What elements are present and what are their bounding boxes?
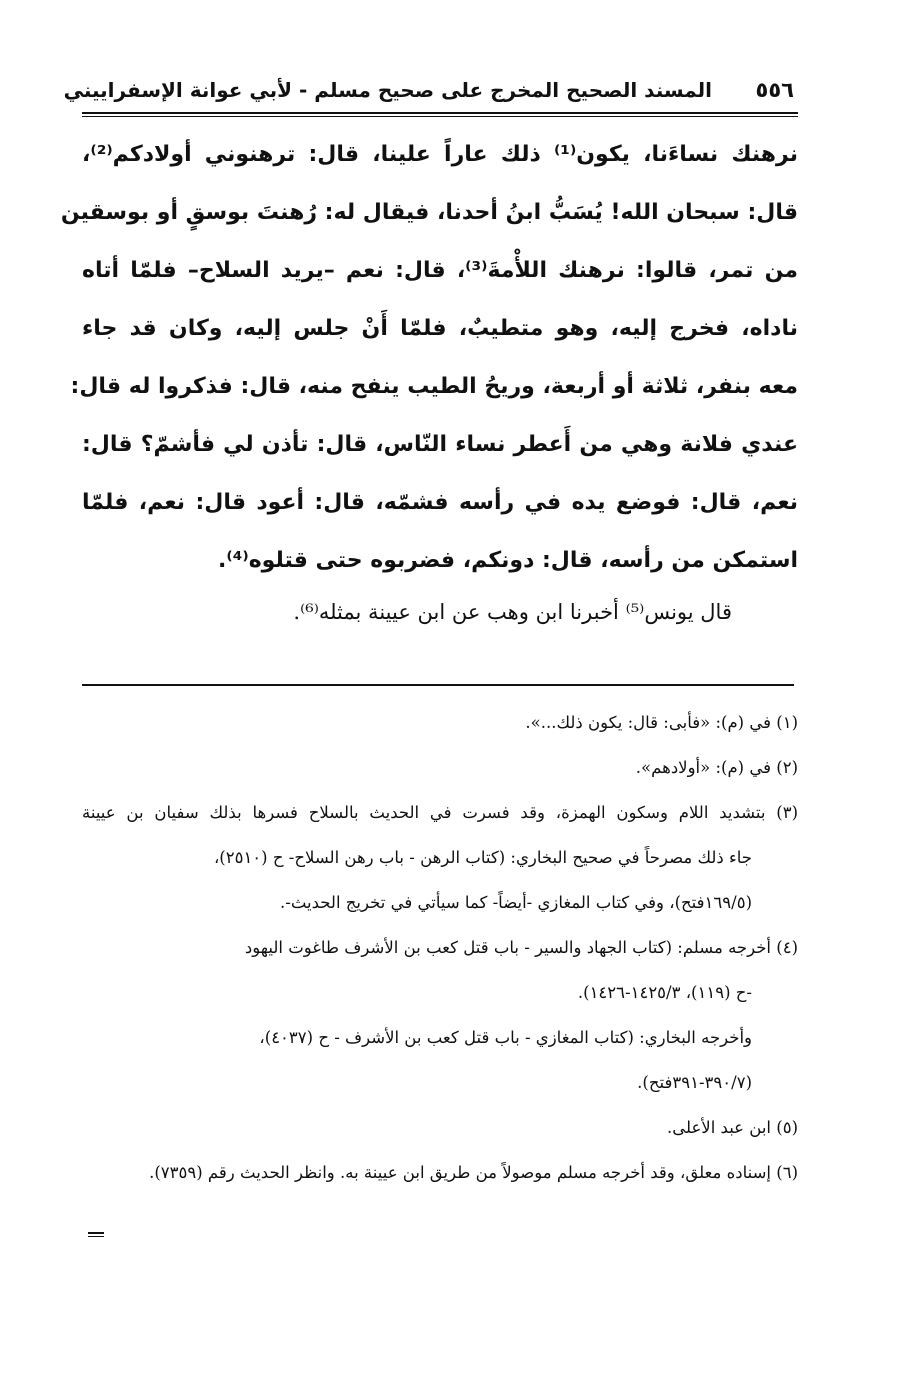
text-line: عندي فلانة وهي من أَعطر نساء النّاس، قال: تأذن لي فأشمّ؟ قال: — [82, 432, 798, 457]
footnote-1: (١) في (م): «فأبى: قال: يكون ذلك...». — [525, 713, 798, 732]
footnote-4: (٤) أخرجه مسلم: (كتاب الجهاد والسير - باب قتل كعب بن الأشرف طاغوت اليهود — [244, 938, 798, 957]
text-line: نعم، قال: فوضع يده في رأسه فشمّه، قال: أعود قال: نعم، فلمّا — [82, 490, 798, 515]
footnote-4-cont: وأخرجه البخاري: (كتاب المغازي - باب قتل كعب بن الأشرف - ح (٤٠٣٧)، — [259, 1028, 752, 1047]
footnote-6: (٦) إسناده معلق، وقد أخرجه مسلم موصولاً من طريق ابن عيينة به. وانظر الحديث رقم (٧٣٥٩). — [149, 1163, 798, 1182]
footnote-4-cont: -ح (١١٩)، ١٤٢٥/٣-١٤٢٦). — [577, 983, 752, 1002]
header-rule-thick — [82, 112, 798, 114]
footnote-2: (٢) في (م): «أولادهم». — [635, 758, 798, 777]
footnote-5: (٥) ابن عبد الأعلى. — [666, 1118, 798, 1137]
text-line: استمكن من رأسه، قال: دونكم، فضربوه حتى قتلوه⁽⁴⁾. — [218, 548, 798, 573]
text-line: ناداه، فخرج إليه، وهو متطيبٌ، فلمّا أَنْ جلس إليه، وكان قد جاء — [82, 316, 798, 341]
footnote-3: (٣) بتشديد اللام وسكون الهمزة، وقد فسرت في الحديث بالسلاح فسرها بذلك سفيان بن عيينة — [82, 803, 798, 822]
footnotes — [82, 700, 798, 1195]
footnote-separator — [82, 684, 794, 686]
footnote-3-cont: (١٦٩/٥فتح)، وفي كتاب المغازي -أيضاً- كما سيأتي في تخريج الحديث-. — [280, 893, 752, 912]
text-line: معه بنفر، ثلاثة أو أربعة، وريحُ الطيب ينفح منه، قال: فذكروا له قال: — [70, 374, 798, 399]
text-line: من تمر، قالوا: نرهنك اللأْمةَ⁽³⁾، قال: نعم –يريد السلاح– فلمّا أتاه — [82, 258, 798, 283]
running-title: المسند الصحيح المخرج على صحيح مسلم - لأبي عوانة الإسفراييني — [63, 78, 712, 102]
text-line: قال: سبحان الله! يُسَبُّ ابنُ أحدنا، فيقال له: رُهنتَ بوسقٍ أو بوسقين — [60, 200, 798, 225]
isnad-line: قال يونس⁽⁵⁾ أخبرنا ابن وهب عن ابن عيينة بمثله⁽⁶⁾. — [293, 600, 732, 624]
page-number: ٥٥٦ — [755, 78, 794, 102]
header-rule-thin — [82, 116, 798, 117]
footnote-4-cont: (٣٩٠/٧-٣٩١فتح). — [637, 1073, 752, 1092]
page-header — [63, 70, 798, 110]
end-mark-icon — [88, 1232, 104, 1238]
text-line: نرهنك نساءَنا، يكون⁽¹⁾ ذلك عاراً علينا، قال: ترهنوني أولادكم⁽²⁾، — [82, 142, 798, 167]
hadith-text — [60, 126, 798, 590]
footnote-3-cont: جاء ذلك مصرحاً في صحيح البخاري: (كتاب الرهن - باب رهن السلاح- ح (٢٥١٠)، — [213, 848, 752, 867]
